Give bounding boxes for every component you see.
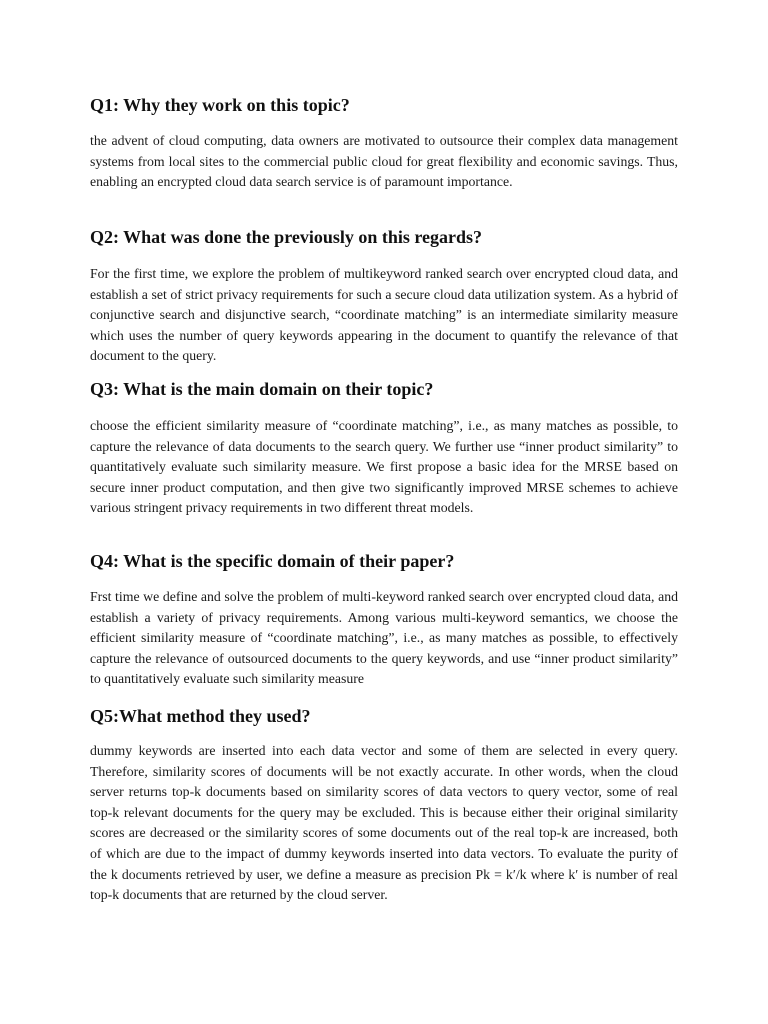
q1-heading: Q1: Why they work on this topic? [90, 95, 350, 115]
q5-answer: dummy keywords are inserted into each data vector and some of them are selected in every query. Therefore, similarity scores of documents will be not exactly accurate. In other words, when the cloud server returns top-k documents based on similarity scores of data vectors to query vector, some of real top-k relevant documents for the query may be excluded. This is because either their original similarity scores are decreased or the similarity scores of some documents out of the real top-k are increased, both of which are due to the impact of dummy keywords inserted into data vectors. To evaluate the purity of the k documents retrieved by user, we define a measure as precision Pk = k′/k where k′ is number of real top-k documents that are returned by the cloud server. [90, 743, 678, 903]
q5-heading: Q5:What method they used? [90, 706, 311, 726]
q2-heading: Q2: What was done the previously on this regards? [90, 227, 483, 247]
q1-section [90, 94, 678, 193]
q2-answer: For the first time, we explore the problem of multikeyword ranked search over encrypted cloud data, and establish a set of strict privacy requirements for such a secure cloud data utilization system. As a hybrid of conjunctive search and disjunctive search, “coordinate matching” is an intermediate similarity measure which uses the number of query keywords appearing in the document to quantify the relevance of that document to the query. [90, 266, 678, 364]
q4-section [90, 550, 678, 690]
q2-section [90, 226, 678, 367]
q1-answer: the advent of cloud computing, data owners are motivated to outsource their complex data management systems from local sites to the commercial public cloud for great flexibility and economic savings. Thus, enabling an encrypted cloud data search service is of paramount importance. [90, 133, 678, 190]
q4-heading: Q4: What is the specific domain of their paper? [90, 551, 455, 571]
q4-answer: Frst time we define and solve the problem of multi-keyword ranked search over encrypted cloud data, and establish a variety of privacy requirements. Among various multi-keyword semantics, we choose the efficient similarity measure of “coordinate matching”, i.e., as many matches as possible, to effectively capture the relevance of outsourced documents to the query keywords, and use “inner product similarity” to quantitatively evaluate such similarity measure [90, 589, 678, 687]
q5-section [90, 705, 678, 906]
q3-answer: choose the efficient similarity measure of “coordinate matching”, i.e., as many matches as possible, to capture the relevance of data documents to the search query. We further use “inner product similarity” to quantitatively evaluate such similarity measure. We first propose a basic idea for the MRSE based on secure inner product computation, and then give two significantly improved MRSE schemes to achieve various stringent privacy requirements in two different threat models. [90, 418, 678, 516]
q3-heading: Q3: What is the main domain on their topic? [90, 379, 434, 399]
q3-section [90, 378, 678, 519]
